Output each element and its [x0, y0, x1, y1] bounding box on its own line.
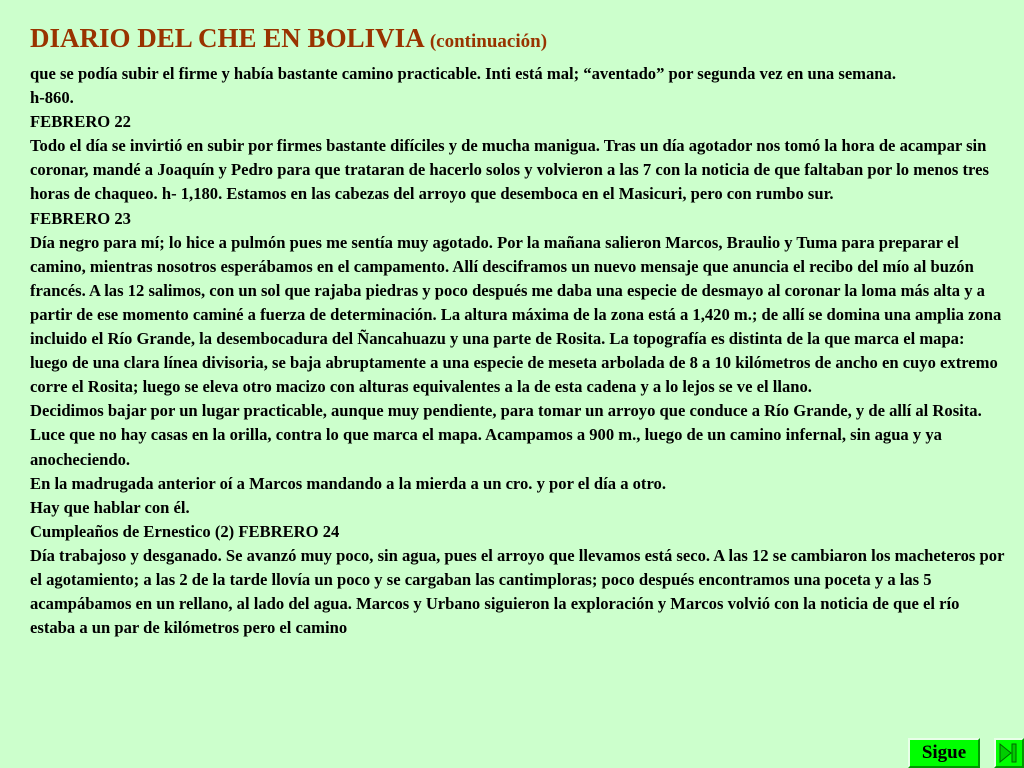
diary-paragraph: Decidimos bajar por un lugar practicable, aunque muy pendiente, para tomar un arroyo que conduce a Río Grande, y de allí al Rosita. Luce que no hay casas en la orilla, contra lo que marca el mapa. Acampamos a 900 m., luego de un camino infernal, sin agua y ya anocheciendo. [30, 401, 982, 469]
diary-paragraph: Hay que hablar con él. [30, 497, 190, 517]
diary-paragraph: Día negro para mí; lo hice a pulmón pues me sentía muy agotado. Por la mañana salieron Marcos, Braulio y Tuma para preparar el camino, mientras nosotros esperábamos en el campamento. Allí desciframos un nuevo mensaje que anuncia el recibo del mío al buzón francés. A las 12 salimos, con un sol que rajaba piedras y poco después me daba una especie de desmayo al coronar la loma más alta y a partir de ese momento caminé a fuerza de determinación. La altura máxima de la zona está a 1,420 m.; de allí se domina una amplia zona incluido el Río Grande, la desembocadura del Ñancahuazu y una parte de Rosita. La topografía es distinta de la que marca el mapa: luego de una clara línea divisoria, se baja abruptamente a una especie de meseta arbolada de 8 a 10 kilómetros de ancho en cuyo extremo corre el Rosita; luego se eleva otro macizo con alturas equivalentes a la de esta cadena y a lo lejos se ve el llano. [30, 232, 1002, 397]
next-button-label: Sigue [921, 742, 967, 763]
diary-paragraph: h-860. [30, 88, 74, 108]
diary-paragraph: Todo el día se invirtió en subir por firmes bastante difíciles y de mucha manigua. Tras un día agotador nos tomó la hora de acampar sin coronar, mandé a Joaquín y Pedro para que trataran de hacerlo solos y volvieron a las 7 con la noticia de que faltaban por lo menos tres horas de chaqueo. h- 1,180. Estamos en las cabezas del arroyo que desemboca en el Masicuri, pero con rumbo sur. [30, 136, 989, 204]
diary-date-heading: Cumpleaños de Ernestico (2) FEBRERO 24 [30, 521, 340, 541]
page-title [30, 22, 547, 58]
skip-to-end-button[interactable] [994, 738, 1024, 768]
diary-paragraph: que se podía subir el firme y había bastante camino practicable. Inti está mal; “aventado” por segunda vez en una semana. [30, 64, 896, 83]
next-button[interactable] [908, 738, 980, 768]
skip-to-end-icon [996, 740, 1022, 766]
diary-paragraph: En la madrugada anterior oí a Marcos mandando a la mierda a un cro. y por el día a otro. [30, 473, 666, 493]
diary-date-heading: FEBRERO 23 [30, 208, 131, 228]
diary-paragraph: Día trabajoso y desganado. Se avanzó muy poco, sin agua, pues el arroyo que llevamos está seco. A las 12 se cambiaron los macheteros por el agotamiento; a las 2 de la tarde llovía un poco y se cargaban las cantimploras; poco después encontramos una poceta y a las 5 acampábamos en un rellano, al lado del agua. Marcos y Urbano siguieron la exploración y Marcos volvió con la noticia de que el río estaba a un par de kilómetros pero el camino [30, 545, 1005, 638]
page-title-sub: (continuación) [429, 31, 548, 52]
diary-date-heading: FEBRERO 22 [30, 112, 131, 132]
diary-text [30, 62, 1005, 640]
page-title-main: DIARIO DEL CHE EN BOLIVIA [30, 23, 424, 53]
